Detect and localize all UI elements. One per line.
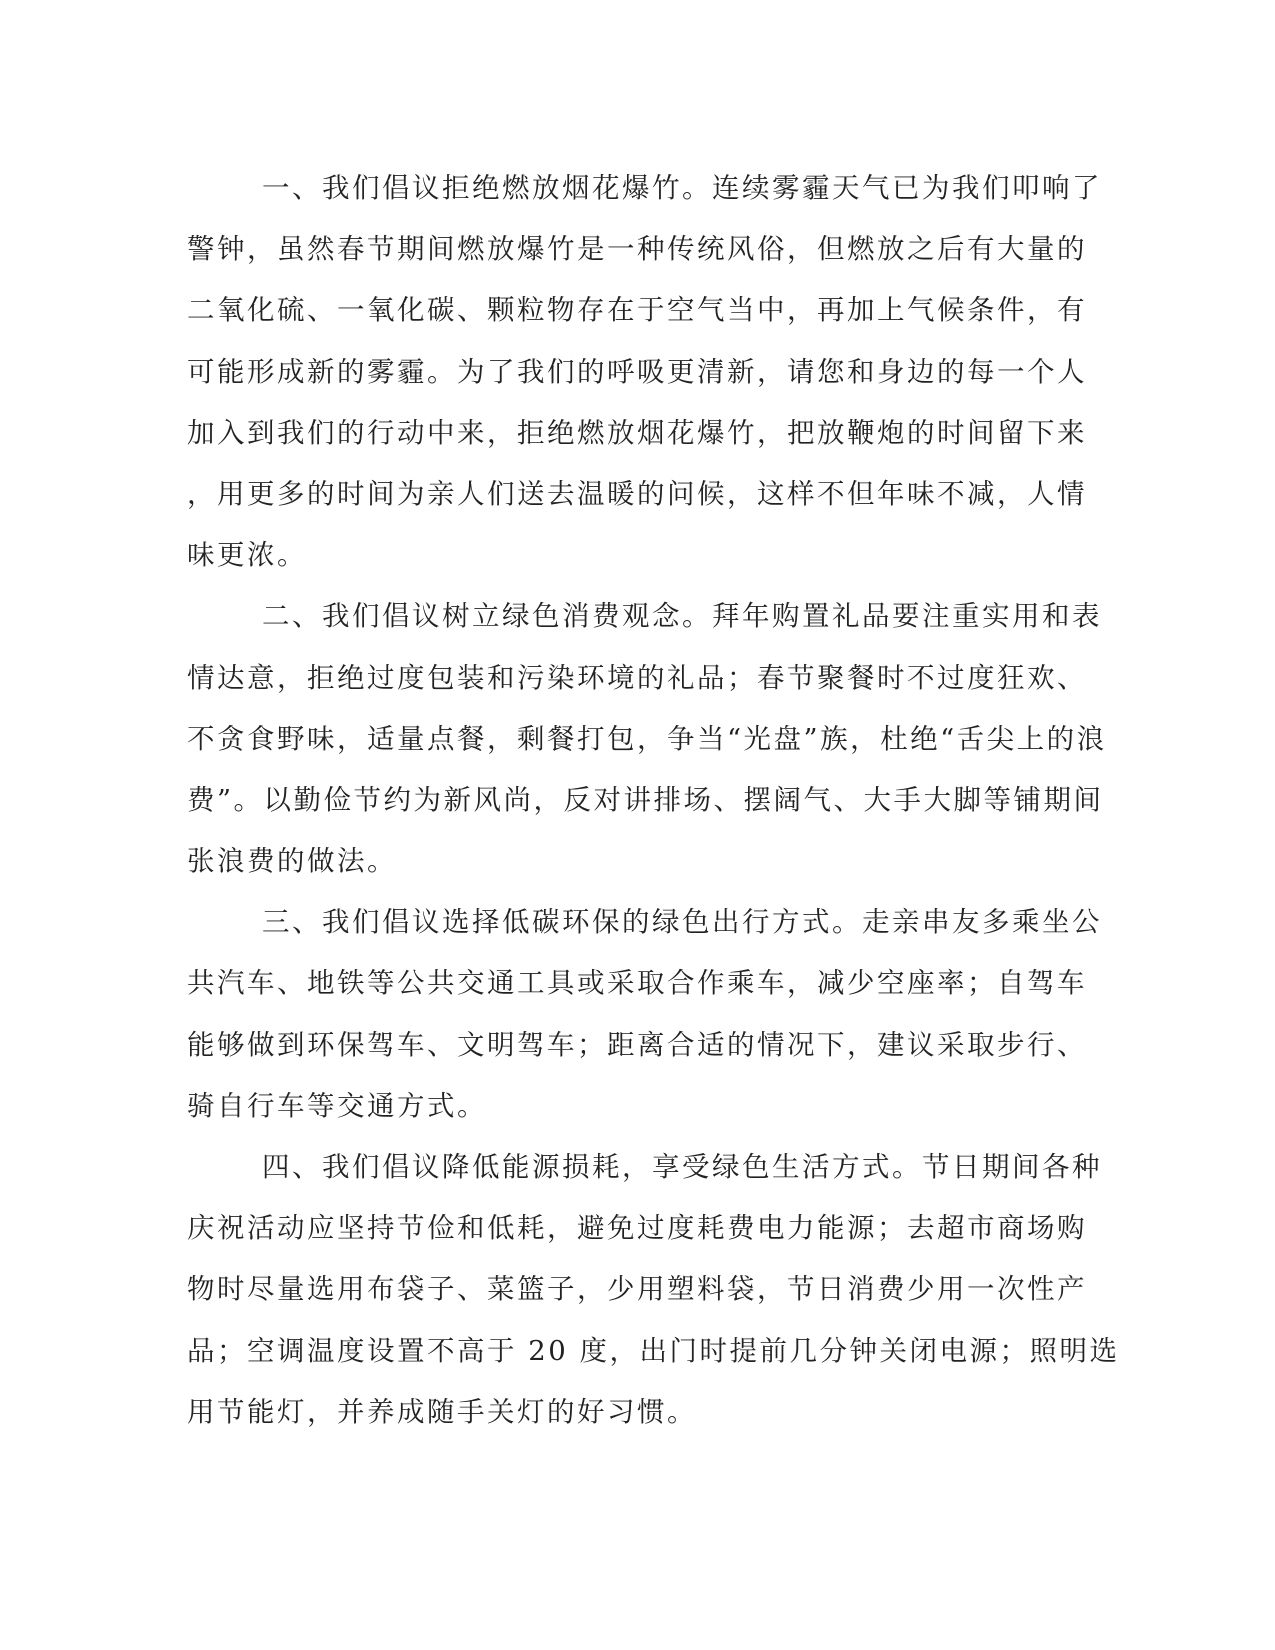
paragraph-fireworks <box>187 158 1102 586</box>
text-line: 一、我们倡议拒绝燃放烟花爆竹。连续雾霾天气已为我们叩响了 <box>262 172 1102 204</box>
text-line: 用节能灯，并养成随手关灯的好习惯。 <box>187 1395 697 1428</box>
text-line: ，用更多的时间为亲人们送去温暖的问候，这样不但年味不减，人情 <box>187 477 1087 510</box>
paragraph-green-consumption <box>187 586 1107 892</box>
text-line: 庆祝活动应坚持节俭和低耗，避免过度耗费电力能源；去超市商场购 <box>187 1212 1087 1245</box>
text-line: 可能形成新的雾霾。为了我们的呼吸更清新，请您和身边的每一个人 <box>187 355 1087 388</box>
text-line: 情达意，拒绝过度包装和污染环境的礼品；春节聚餐时不过度狂欢、 <box>187 661 1087 694</box>
text-line: 三、我们倡议选择低碳环保的绿色出行方式。走亲串友多乘坐公 <box>262 906 1102 939</box>
text-line: 警钟，虽然春节期间燃放爆竹是一种传统风俗，但燃放之后有大量的 <box>187 233 1087 266</box>
text-line: 加入到我们的行动中来，拒绝燃放烟花爆竹，把放鞭炮的时间留下来 <box>187 416 1087 449</box>
text-line: 品；空调温度设置不高于 20 度，出门时提前几分钟关闭电源；照明选 <box>187 1334 1120 1367</box>
text-line: 共汽车、地铁等公共交通工具或采取合作乘车，减少空座率；自驾车 <box>187 967 1087 1000</box>
text-line: 能够做到环保驾车、文明驾车；距离合适的情况下，建议采取步行、 <box>187 1028 1087 1061</box>
text-line: 味更浓。 <box>187 539 307 572</box>
text-line: 物时尽量选用布袋子、菜篮子，少用塑料袋，节日消费少用一次性产 <box>187 1273 1087 1306</box>
document-body <box>187 158 1120 1443</box>
text-line: 费”。以勤俭节约为新风尚，反对讲排场、摆阔气、大手大脚等铺期间 <box>187 783 1104 816</box>
paragraph-green-travel <box>187 892 1102 1137</box>
text-line: 骑自行车等交通方式。 <box>187 1089 487 1122</box>
paragraph-energy-saving <box>187 1137 1120 1443</box>
text-line: 二、我们倡议树立绿色消费观念。拜年购置礼品要注重实用和表 <box>262 600 1102 633</box>
text-line: 二氧化硫、一氧化碳、颗粒物存在于空气当中，再加上气候条件，有 <box>187 294 1087 327</box>
text-line: 四、我们倡议降低能源损耗，享受绿色生活方式。节日期间各种 <box>262 1151 1102 1183</box>
text-line: 不贪食野味，适量点餐，剩餐打包，争当“光盘”族，杜绝“舌尖上的浪 <box>187 722 1107 755</box>
text-line: 张浪费的做法。 <box>187 845 397 878</box>
